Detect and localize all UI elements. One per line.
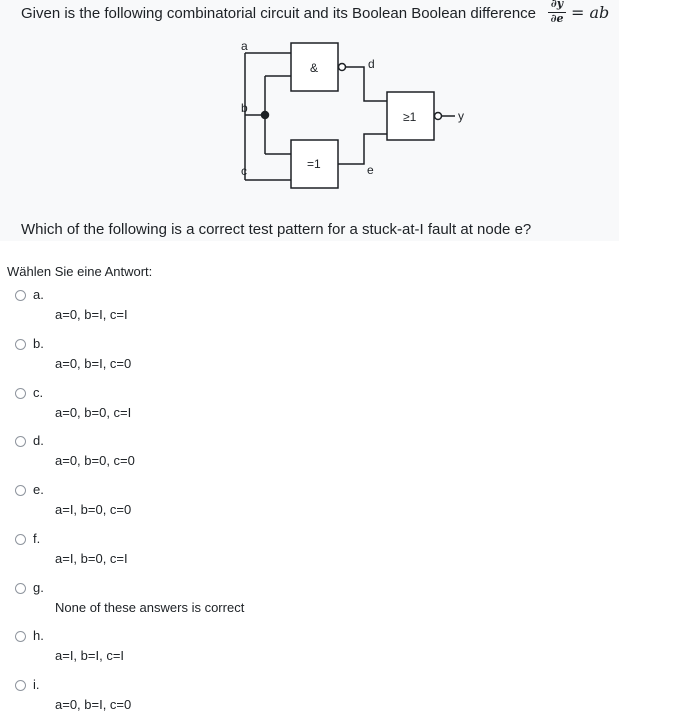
option-text: a=0, b=I, c=0: [55, 697, 132, 712]
and-symbol: &: [310, 61, 319, 75]
fraction-numerator: ∂y: [550, 0, 564, 10]
node-e-wire: [338, 134, 387, 164]
option-f[interactable]: [15, 531, 615, 571]
option-letter: e.: [33, 482, 44, 497]
option-a[interactable]: [15, 287, 615, 327]
label-b: b: [241, 101, 248, 115]
radio-button[interactable]: [15, 680, 26, 691]
circuit-diagram: [0, 0, 619, 241]
radio-button[interactable]: [15, 290, 26, 301]
option-letter: h.: [33, 628, 44, 643]
or-inverter-bubble: [435, 113, 442, 120]
option-text: a=0, b=I, c=I: [55, 307, 128, 322]
option-letter: i.: [33, 677, 40, 692]
label-d: d: [368, 57, 375, 71]
radio-button[interactable]: [15, 436, 26, 447]
formula-rhs: = ab: [571, 3, 610, 22]
question-intro: Given is the following combinatorial circuit and its Boolean Boolean difference: [21, 5, 537, 22]
option-c[interactable]: [15, 385, 615, 425]
question-text: Which of the following is a correct test pattern for a stuck-at-I fault at node e?: [21, 221, 532, 238]
option-b[interactable]: [15, 336, 615, 376]
junction-dot: [262, 112, 269, 119]
option-letter: b.: [33, 336, 44, 351]
option-text: a=0, b=0, c=I: [55, 405, 132, 420]
label-e: e: [367, 163, 374, 177]
option-letter: a.: [33, 287, 44, 302]
radio-button[interactable]: [15, 485, 26, 496]
option-letter: g.: [33, 580, 44, 595]
fraction-denominator: ∂e: [550, 12, 564, 25]
option-e[interactable]: [15, 482, 615, 522]
radio-button[interactable]: [15, 631, 26, 642]
option-text: a=I, b=I, c=I: [55, 648, 125, 663]
option-text: None of these answers is correct: [55, 600, 245, 615]
option-text: a=I, b=0, c=I: [55, 551, 128, 566]
radio-button[interactable]: [15, 583, 26, 594]
xor-symbol: =1: [307, 157, 321, 171]
or-symbol: ≥1: [403, 110, 417, 124]
option-i[interactable]: [15, 677, 615, 717]
and-inverter-bubble: [339, 64, 346, 71]
option-h[interactable]: [15, 628, 615, 668]
label-y: y: [458, 109, 464, 123]
option-letter: c.: [33, 385, 44, 400]
node-d-wire: [346, 67, 387, 101]
option-text: a=0, b=I, c=0: [55, 356, 132, 371]
label-c: c: [241, 164, 247, 178]
radio-button[interactable]: [15, 534, 26, 545]
option-letter: f.: [33, 531, 41, 546]
answer-prompt: Wählen Sie eine Antwort:: [7, 264, 153, 279]
radio-button[interactable]: [15, 339, 26, 350]
option-text: a=0, b=0, c=0: [55, 453, 135, 468]
label-a: a: [241, 39, 248, 53]
option-g[interactable]: [15, 580, 615, 620]
question-box: [0, 0, 619, 241]
radio-button[interactable]: [15, 388, 26, 399]
option-text: a=I, b=0, c=0: [55, 502, 132, 517]
option-d[interactable]: [15, 433, 615, 473]
option-letter: d.: [33, 433, 44, 448]
